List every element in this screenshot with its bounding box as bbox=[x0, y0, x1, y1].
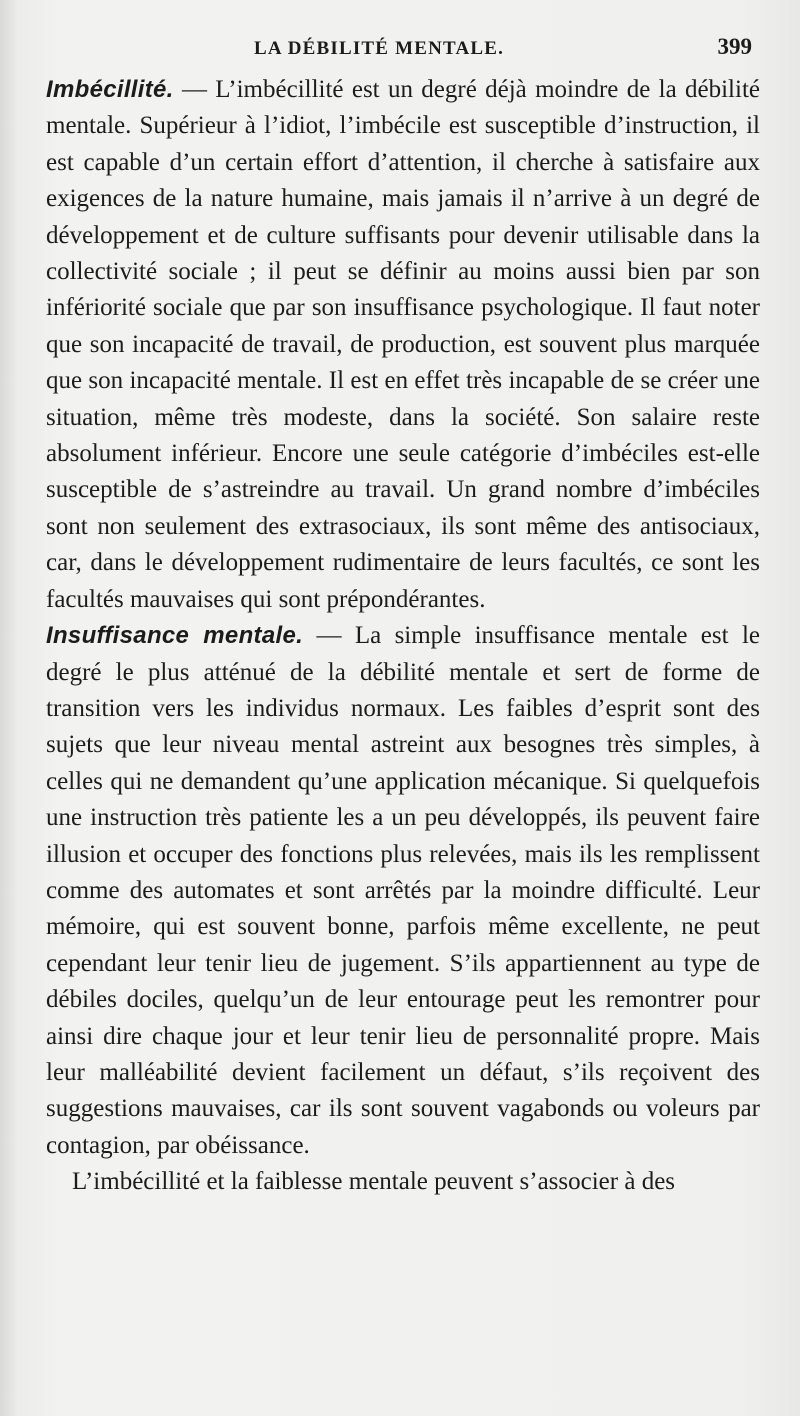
running-head bbox=[46, 34, 760, 68]
paragraph-imbecillite bbox=[46, 72, 760, 618]
section-heading-imbecillite: Imbécillité. bbox=[46, 76, 174, 103]
section-heading-insuffisance-mentale: Insuffisance mentale. bbox=[46, 622, 304, 650]
paragraph-text: — L’imbécillité est un degré déjà moindre de la débilité mentale. Supérieur à l’idiot, l’imbécile est susceptible d’instruction, il est capable d’un certain effort d’attention, il cherche à satisfaire aux exigences de la nature humaine, mais jamais il n’arrive à un degré de développement et de culture suffisants pour devenir utilisable dans la collectivité sociale ; il peut se définir au moins aussi bien par son infériorité sociale que par son insuffisance psychologique. Il faut noter que son incapacité de travail, de production, est souvent plus marquée que son incapacité mentale. Il est en effet très incapable de se créer une situation, même très modeste, dans la société. Son salaire reste absolument inférieur. Encore une seule catégorie d’imbéciles est-elle susceptible de s’astreindre au travail. Un grand nombre d’imbéciles sont non seulement des extrasociaux, ils sont même des antisociaux, car, dans le développement rudimentaire de leurs facultés, ce sont les facultés mauvaises qui sont prépondérantes. bbox=[46, 76, 760, 613]
paragraph-text: — La simple insuffisance mentale est le degré le plus atténué de la débilité mentale et sert de forme de transition vers les individus normaux. Les faibles d’esprit sont des sujets que leur niveau mental astreint aux besognes très simples, à celles qui ne demandent qu’une application mécanique. Si quelquefois une instruction très patiente les a un peu développés, ils peuvent faire illusion et occuper des fonctions plus relevées, mais ils les remplissent comme des automates et sont arrêtés par la moindre difficulté. Leur mémoire, qui est souvent bonne, parfois même excellente, ne peut cependant leur tenir lieu de jugement. S’ils appartiennent au type de débiles dociles, quelqu’un de leur entourage peut les remontrer pour ainsi dire chaque jour et leur tenir lieu de personnalité propre. Mais leur malléabilité devient facilement un défaut, s’ils reçoivent des suggestions mauvaises, car ils sont souvent vagabonds ou voleurs par contagion, par obéissance. bbox=[46, 622, 760, 1159]
page-number: 399 bbox=[717, 34, 752, 59]
paragraph-text: L’imbécillité et la faiblesse mentale peuvent s’associer à des bbox=[72, 1168, 676, 1196]
paragraph-insuffisance-mentale bbox=[46, 618, 760, 1164]
body-text bbox=[46, 72, 760, 1201]
paragraph-continuation bbox=[46, 1164, 760, 1200]
running-title: LA DÉBILITÉ MENTALE. bbox=[254, 38, 505, 59]
